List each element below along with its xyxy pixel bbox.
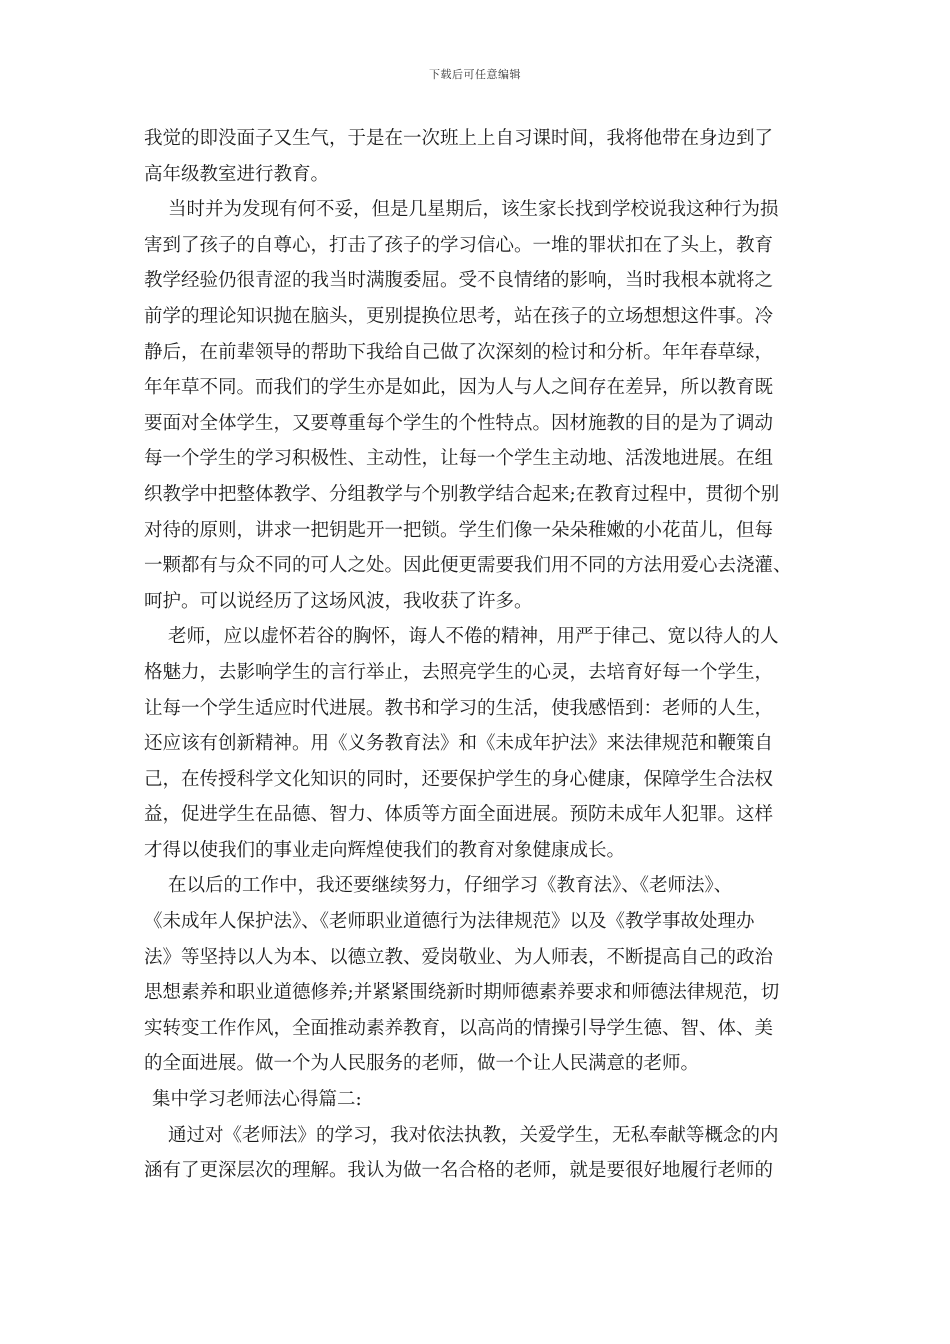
text-line: 才得以使我们的事业走向辉煌使我们的教育对象健康成长。 [144, 839, 626, 861]
text-line: 织教学中把整体教学、分组教学与个别教学结合起来;在教育过程中，贯彻个别 [144, 483, 780, 505]
text-line: 对待的原则，讲求一把钥匙开一把锁。学生们像一朵朵稚嫩的小花苗儿，但每 [144, 519, 774, 541]
text-line: 法》等坚持以人为本、以德立教、爱岗敬业、为人师表，不断提高自己的政治 [144, 946, 774, 968]
paragraph-start-line: 通过对《老师法》的学习，我对依法执教，关爱学生，无私奉献等概念的内 [168, 1124, 779, 1146]
text-line: 己，在传授科学文化知识的同时，还要保护学生的身心健康，保障学生合法权 [144, 768, 774, 790]
document-body [144, 121, 808, 1189]
paragraph-start-line: 当时并为发现有何不妥，但是几星期后，该生家长找到学校说我这种行为损 [168, 199, 779, 221]
text-line: 益，促进学生在品德、智力、体质等方面全面进展。预防未成年人犯罪。这样 [144, 804, 774, 826]
text-line: 实转变工作作风，全面推动素养教育，以高尚的情操引导学生德、智、体、美 [144, 1017, 774, 1039]
text-line: 一颗都有与众不同的可人之处。因此便更需要我们用不同的方法用爱心去浇灌、 [144, 555, 792, 577]
text-line: 年年草不同。而我们的学生亦是如此，因为人与人之间存在差异，所以教育既 [144, 377, 774, 399]
text-line: 的全面进展。做一个为人民服务的老师，做一个让人民满意的老师。 [144, 1053, 700, 1075]
paragraph-start-line: 老师，应以虚怀若谷的胸怀，诲人不倦的精神，用严于律己、宽以待人的人 [168, 626, 779, 648]
text-line: 还应该有创新精神。用《义务教育法》和《未成年护法》来法律规范和鞭策自 [144, 733, 774, 755]
text-line: 格魅力，去影响学生的言行举止，去照亮学生的心灵，去培育好每一个学生， [144, 661, 774, 683]
text-line: 呵护。可以说经历了这场风波，我收获了许多。 [144, 590, 533, 612]
section-heading: 集中学习老师法心得篇二: [152, 1089, 362, 1111]
text-line: 每一个学生的学习积极性、主动性，让每一个学生主动地、活泼地进展。在组 [144, 448, 774, 470]
text-line: 害到了孩子的自尊心，打击了孩子的学习信心。一堆的罪状扣在了头上，教育 [144, 234, 774, 256]
paragraph-start-line: 在以后的工作中，我还要继续努力，仔细学习《教育法》、《老师法》、 [168, 875, 733, 897]
text-line: 我觉的即没面子又生气，于是在一次班上上自习课时间，我将他带在身边到了 [144, 128, 774, 149]
text-line: 涵有了更深层次的理解。我认为做一名合格的老师，就是要很好地履行老师的 [144, 1160, 774, 1182]
text-line: 静后，在前辈领导的帮助下我给自己做了次深刻的检讨和分析。年年春草绿， [144, 341, 774, 363]
text-line: 思想素养和职业道德修养;并紧紧围绕新时期师德素养要求和师德法律规范，切 [144, 982, 780, 1004]
text-line: 让每一个学生适应时代进展。教书和学习的生活，使我感悟到：老师的人生， [144, 697, 774, 719]
text-line: 高年级教室进行教育。 [144, 163, 330, 185]
text-line: 前学的理论知识抛在脑头，更别提换位思考，站在孩子的立场想想这件事。冷 [144, 305, 774, 327]
text-line: 《未成年人保护法》、《老师职业道德行为法律规范》以及《教学事故处理办 [144, 911, 755, 933]
text-line: 要面对全体学生，又要尊重每个学生的个性特点。因材施教的目的是为了调动 [144, 412, 774, 434]
page-header-note: 下载后可任意编辑 [429, 68, 521, 81]
text-line: 教学经验仍很青涩的我当时满腹委屈。受不良情绪的影响，当时我根本就将之 [144, 270, 774, 292]
